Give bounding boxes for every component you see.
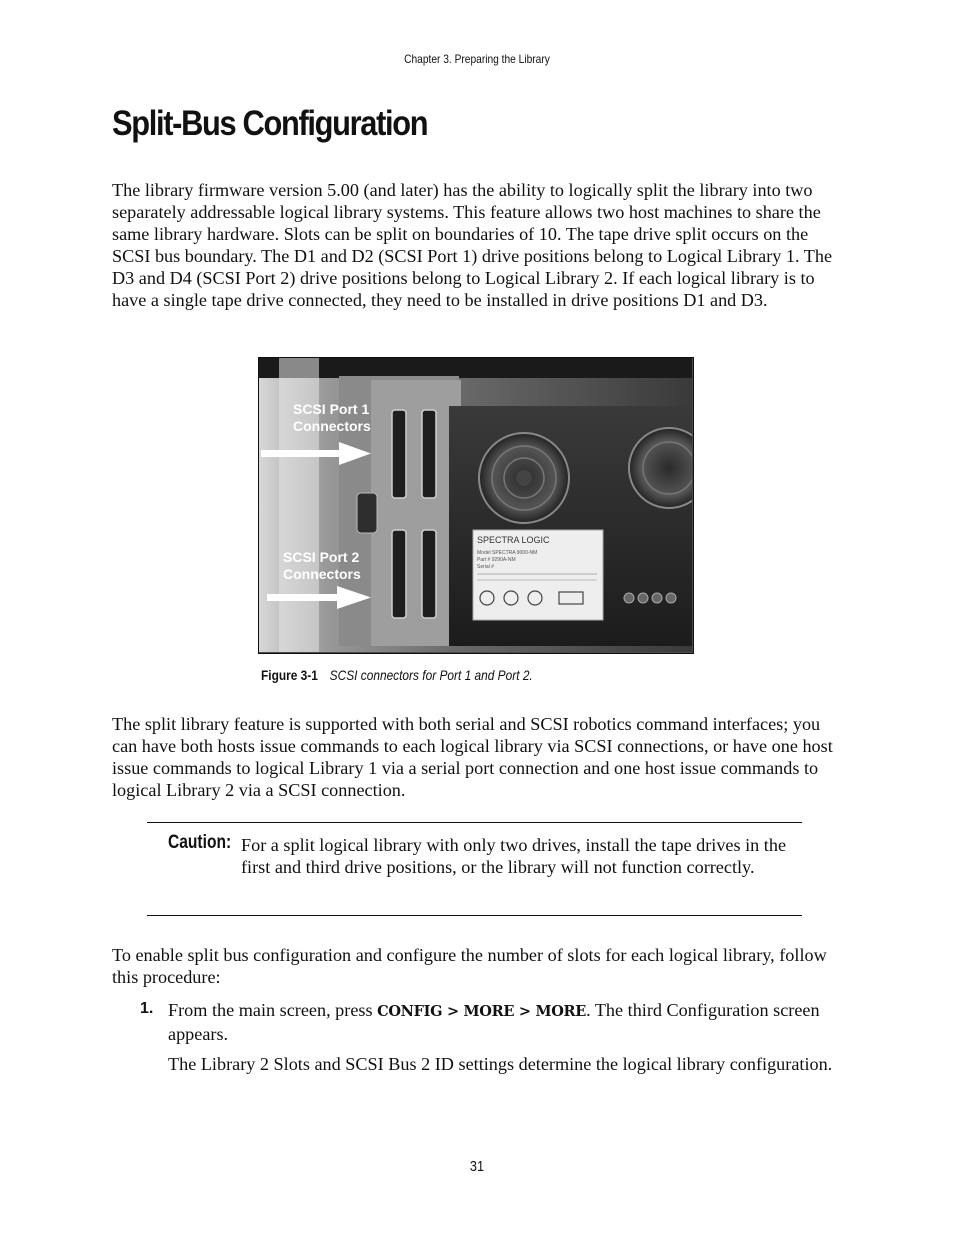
plate-model: Model SPECTRA 9000-NM [477,550,538,556]
plate-part: Part # 9290A-NM [477,557,516,563]
procedure-intro-paragraph: To enable split bus configuration and configure the number of slots for each logical library, follow this procedure: [112,945,827,987]
figure-caption-text: SCSI connectors for Port 1 and Port 2. [329,667,533,683]
config-more-more-command: CONFIG > MORE > MORE [377,1003,587,1020]
scsi-connectors-photo [259,358,692,652]
caution-top-rule [147,822,802,823]
figure-photo [258,357,694,654]
step-text [168,999,838,1045]
intro-paragraph: The library firmware version 5.00 (and later) has the ability to logically split the library into two separately addressable logical library systems. This feature allows two host machines to share the same library hardware. Slots can be split on boundaries of 10. The tape drive split occurs on the SCSI bus boundary. The D1 and D2 (SCSI Port 1) drive positions belong to Logical Library 1. The D3 and D4 (SCSI Port 2) drive positions belong to Logical Library 2. If each logical library is to have a single tape drive connected, they need to be installed in drive positions D1 and D3. [112,180,833,310]
figure-label: Figure 3-1 [261,667,318,683]
port2-label-line2: Connectors [283,566,361,582]
caution-bottom-rule [147,915,802,916]
step-text-after: . The third Configuration screen appears. [168,1000,820,1044]
step-number: 1. [140,1000,154,1017]
caution-text: For a split logical library with only two drives, install the tape drives in the first and third drive positions, or the library will not function correctly. [241,835,787,877]
page-number: 31 [469,1158,485,1175]
port1-label-line2: Connectors [293,418,371,434]
caution-label: Caution: [168,832,232,853]
port1-label-line1: SCSI Port 1 [293,401,370,417]
figure-caption [261,667,533,683]
step-note: The Library 2 Slots and SCSI Bus 2 ID settings determine the logical library configuration. [168,1054,833,1074]
plate-brand: SPECTRA LOGIC [477,535,550,545]
label-plate [473,530,603,620]
port2-label-line1: SCSI Port 2 [283,549,360,565]
section-title: Split-Bus Configuration [112,104,428,143]
plate-serial: Serial # [477,564,494,570]
support-paragraph: The split library feature is supported with both serial and SCSI robotics command interfaces; you can have both hosts issue commands to each logical library via SCSI connections, or have one host issue commands to logical Library 1 via a serial port connection and one host issue commands to logical Library 2 via a SCSI connection. [112,714,833,800]
step-text-before: From the main screen, press [168,1000,378,1020]
running-header: Chapter 3. Preparing the Library [404,52,550,66]
